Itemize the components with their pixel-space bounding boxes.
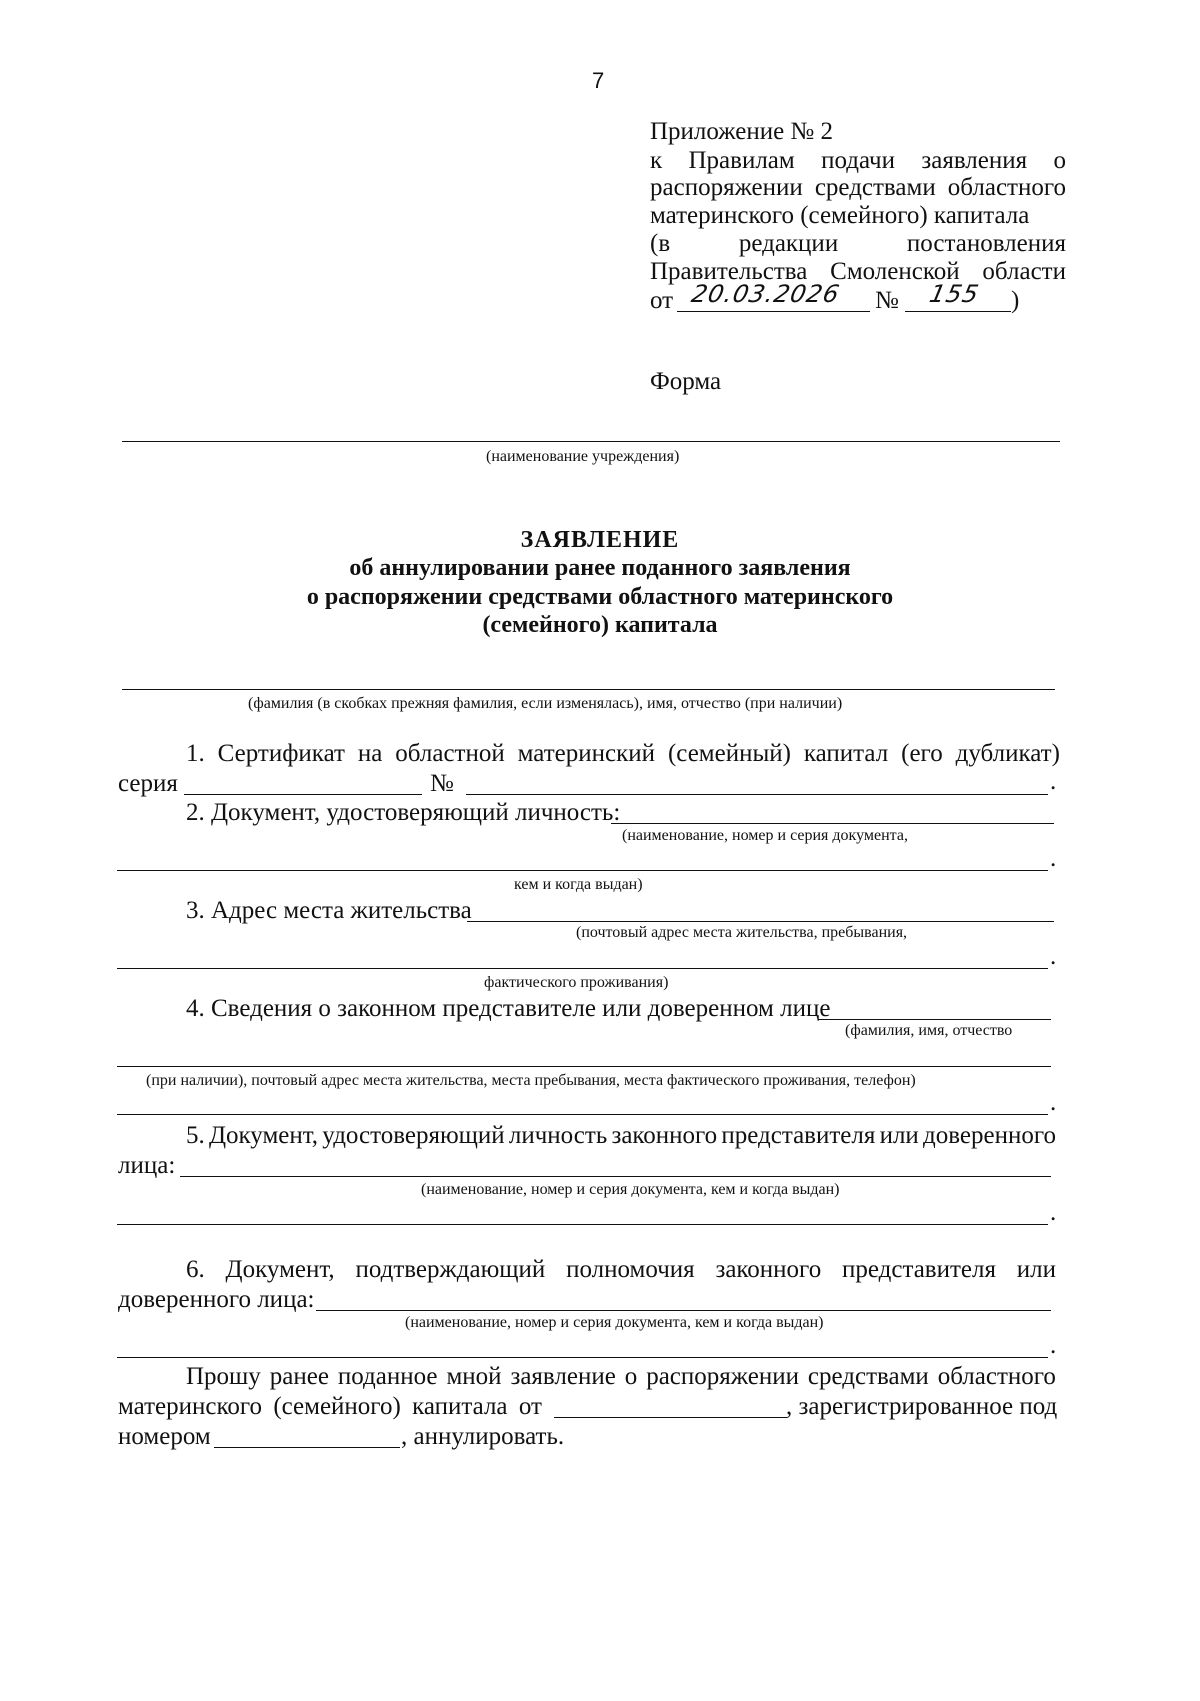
appendix-date-line	[677, 311, 870, 312]
page-number: 7	[592, 68, 605, 93]
item4-label: 4. Сведения о законном представителе или доверенном лице	[186, 995, 831, 1022]
item5-text: 5. Документ, удостоверяющий личность законного представителя или доверенного	[186, 1122, 1056, 1149]
cert-number-field[interactable]	[466, 794, 1048, 795]
institution-line	[122, 441, 1060, 442]
item4-caption-1: (фамилия, имя, отчество	[845, 1022, 1013, 1039]
item2-caption-2: кем и когда выдан)	[514, 876, 643, 893]
appendix-number-line	[905, 311, 1011, 312]
item2-label: 2. Документ, удостоверяющий личность:	[186, 799, 621, 826]
item5-field-2[interactable]	[117, 1224, 1048, 1225]
form-label: Форма	[650, 368, 722, 395]
item3-caption-2: фактического проживания)	[484, 974, 669, 991]
item3-caption-1: (почтовый адрес места жительства, пребывания,	[576, 924, 908, 941]
appendix-date-handwritten: 20.03.2026	[689, 280, 843, 308]
item4-field-3[interactable]	[117, 1114, 1048, 1115]
item2-field-2[interactable]	[117, 870, 1048, 871]
item3-label: 3. Адрес места жительства	[186, 897, 472, 924]
appendix-line-1: Приложение № 2	[650, 118, 834, 145]
doc-subtitle-1: об аннулировании ранее поданного заявления	[349, 555, 851, 581]
doc-subtitle-3: (семейного) капитала	[482, 612, 718, 638]
request-date-field[interactable]	[554, 1417, 787, 1418]
item6-text: 6. Документ, подтверждающий полномочия законного представителя или	[186, 1256, 1056, 1283]
period: .	[1050, 768, 1057, 795]
appendix-line-3: распоряжении средствами областного	[650, 174, 1066, 201]
series-label: серия	[118, 770, 178, 797]
item4-caption-2: (при наличии), почтовый адрес места жительства, места пребывания, места фактического проживания, телефон)	[146, 1072, 916, 1089]
item6-field-2[interactable]	[117, 1357, 1048, 1358]
period: .	[1050, 1332, 1057, 1359]
item5-caption: (наименование, номер и серия документа, кем и когда выдан)	[421, 1181, 840, 1198]
item3-field-2[interactable]	[117, 968, 1048, 969]
request-line-2-part2: , зарегистрированное под	[786, 1393, 1058, 1420]
institution-caption: (наименование учреждения)	[486, 448, 680, 465]
appendix-line-6: Правительства Смоленской области	[650, 258, 1066, 285]
appendix-line-2: к Правилам подачи заявления о	[650, 147, 1066, 174]
period: .	[1050, 1199, 1057, 1226]
item5-field[interactable]	[180, 1176, 1051, 1177]
period: .	[1050, 1089, 1057, 1116]
request-number-field[interactable]	[214, 1447, 400, 1448]
request-line-3-part2: , аннулировать.	[401, 1423, 565, 1450]
item6-line2-label: доверенного лица:	[118, 1286, 315, 1313]
appendix-date-prefix: от	[650, 287, 674, 314]
series-field[interactable]	[184, 794, 422, 795]
item6-caption: (наименование, номер и серия документа, кем и когда выдан)	[405, 1314, 824, 1331]
item5-line2-label: лица:	[118, 1152, 176, 1179]
item3-field[interactable]	[467, 921, 1054, 922]
applicant-name-caption: (фамилия (в скобках прежняя фамилия, если изменялась), имя, отчество (при наличии)	[248, 695, 843, 712]
period: .	[1050, 943, 1057, 970]
item4-field-2[interactable]	[117, 1066, 1051, 1067]
request-line-3-part1: номером	[118, 1423, 211, 1450]
item2-field[interactable]	[611, 823, 1054, 824]
cert-number-label: №	[430, 770, 454, 797]
item1-text: 1. Сертификат на областной материнский (семейный) капитал (его дубликат)	[186, 740, 1060, 767]
request-line-2-part1: материнского (семейного) капитала от	[118, 1393, 542, 1420]
item6-field[interactable]	[316, 1310, 1051, 1311]
appendix-line-5: (в редакции постановления	[650, 230, 1066, 257]
item4-field[interactable]	[818, 1019, 1051, 1020]
appendix-number-sign: №	[875, 287, 899, 314]
doc-subtitle-2: о распоряжении средствами областного материнского	[306, 584, 894, 610]
period: .	[1050, 845, 1057, 872]
doc-title: ЗАЯВЛЕНИЕ	[520, 527, 680, 553]
request-line-1: Прошу ранее поданное мной заявление о распоряжении средствами областного	[186, 1363, 1056, 1390]
item2-caption-1: (наименование, номер и серия документа,	[622, 827, 908, 844]
appendix-line-4: материнского (семейного) капитала	[650, 202, 1030, 229]
applicant-name-line[interactable]	[122, 689, 1055, 690]
appendix-closing-paren: )	[1011, 287, 1020, 314]
appendix-number-handwritten: 155	[927, 280, 982, 308]
